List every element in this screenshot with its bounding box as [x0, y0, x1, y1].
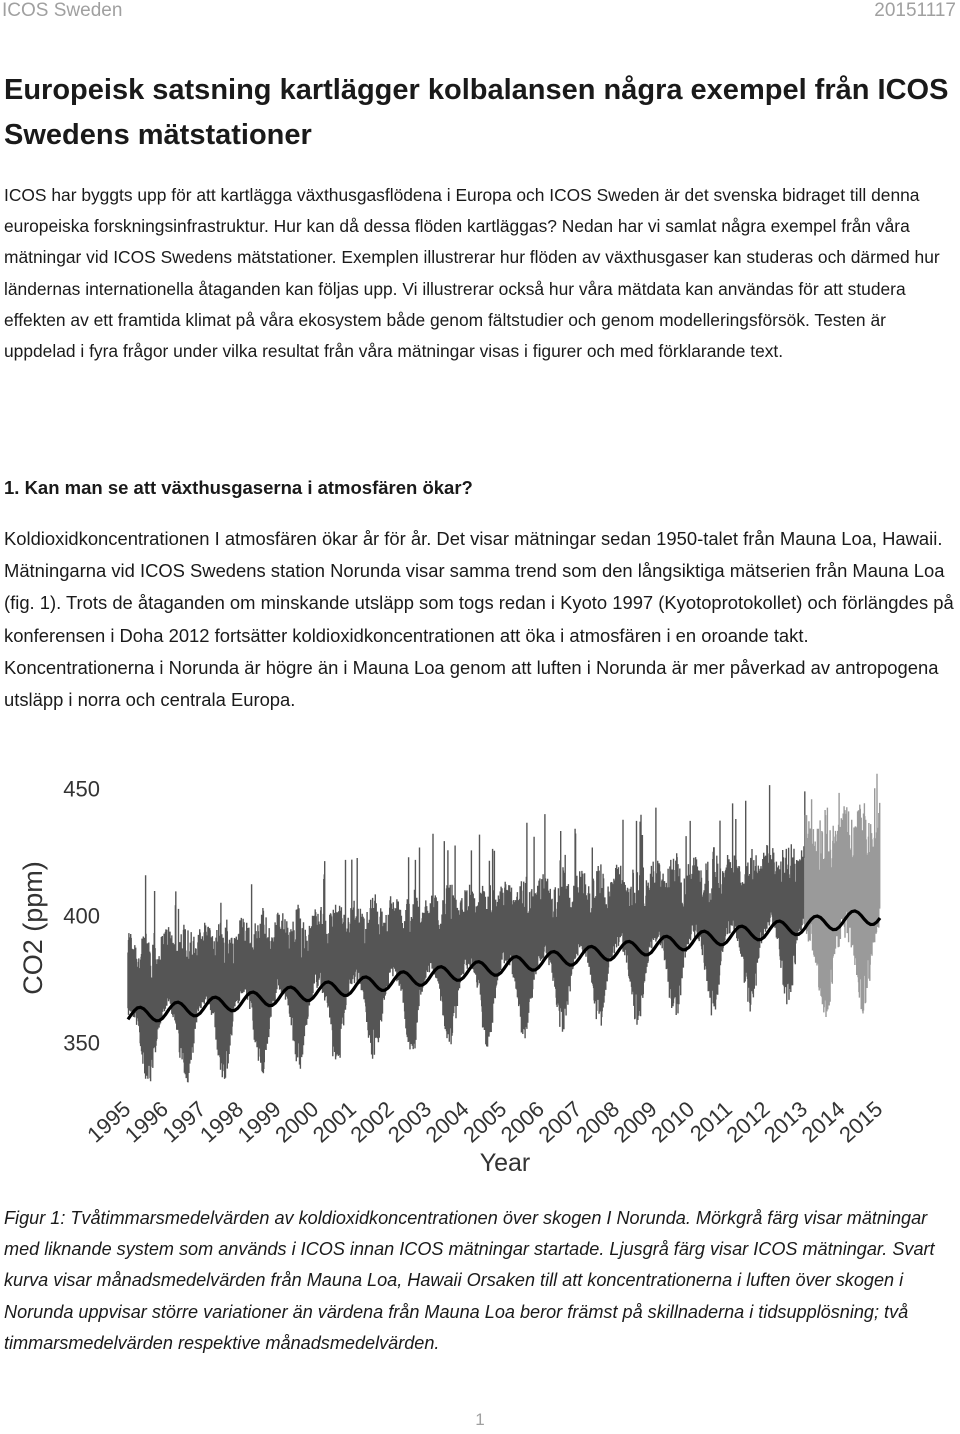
figure-caption: Figur 1: Tvåtimmarsmedelvärden av koldioxidkoncentrationen över skogen I Norunda. Mörkgrå färg visar mätningar med liknande system som används i ICOS innan ICOS mätningar startade. Ljusgrå färg visar ICOS mätningar. Svart kurva visar månadsmedelvärden från Mauna Loa, Hawaii Orsaken till att koncentrationerna i luften över skogen i Norunda uppvisar större variationer än värdena från Mauna Loa beror främst på skillnaderna i tidsupplösning; två timmarsmedelvärden respektive månadsmedelvärden. — [4, 1208, 935, 1353]
x-tick-label: 2011 — [685, 1096, 737, 1147]
page-header — [0, 0, 960, 26]
series-bars — [805, 774, 880, 1017]
y-axis-label: CO2 (ppm) — [18, 861, 48, 995]
series-layer — [128, 774, 880, 1083]
page-number: 1 — [475, 1410, 485, 1429]
x-tick-label: 2010 — [646, 1096, 700, 1148]
x-ticks — [82, 1096, 887, 1147]
x-tick-label: 2000 — [270, 1096, 324, 1148]
x-tick-label: 2004 — [420, 1096, 474, 1148]
section-heading: 1. Kan man se att växthusgaserna i atmosfären ökar? — [4, 477, 473, 498]
page-title: Europeisk satsning kartlägger kolbalansen några exempel från ICOS Swedens mätstationer — [4, 74, 949, 151]
x-tick-label: 1996 — [119, 1096, 173, 1148]
x-tick-label: 2008 — [571, 1096, 625, 1148]
section-paragraph: Koldioxidkoncentrationen I atmosfären ökar år för år. Det visar mätningar sedan 1950-talet från Mauna Loa, Hawaii. Mätningarna vid ICOS Swedens station Norunda visar samma trend som den långsiktiga mätserien från Mauna Loa (fig. 1). Trots de åtaganden om minskande utsläpp som togs redan i Kyoto 1997 (Kyotoprotokollet) och förlängdes på konferensen i Doha 2012 fortsätter koldioxidkoncentrationen att öka i atmosfären i en oroande takt. Koncentrationerna i Norunda är högre än i Mauna Loa genom att luften i Norunda är mer påverkad av antropogena utsläpp i norra och centrala Europa. — [4, 528, 954, 711]
y-tick-label: 400 — [63, 903, 100, 929]
x-tick-label: 1999 — [232, 1096, 286, 1148]
x-axis-label: Year — [479, 1149, 531, 1177]
series-norunda-pre-icos — [128, 785, 805, 1082]
x-tick-label: 2001 — [307, 1096, 361, 1148]
x-tick-label: 2012 — [721, 1096, 775, 1148]
header-date: 20151117 — [874, 0, 956, 21]
x-tick-label: 2009 — [608, 1096, 662, 1148]
x-tick-label: 1997 — [157, 1096, 211, 1148]
series-norunda-icos — [805, 774, 880, 1017]
x-tick-label: 2014 — [796, 1096, 850, 1148]
x-tick-label: 2007 — [533, 1096, 587, 1148]
y-axis-label-group — [18, 861, 48, 995]
x-tick-label: 2003 — [383, 1096, 437, 1148]
y-tick-label: 450 — [63, 776, 100, 802]
x-tick-label: 1998 — [195, 1096, 249, 1148]
x-tick-label: 2013 — [759, 1096, 813, 1148]
y-tick-label: 350 — [63, 1030, 100, 1056]
y-ticks — [63, 777, 100, 1056]
x-tick-label: 2005 — [458, 1096, 512, 1148]
x-tick-label: 2015 — [834, 1096, 888, 1148]
series-bars — [128, 785, 805, 1082]
co2-chart — [0, 728, 960, 1188]
intro-paragraph: ICOS har byggts upp för att kartlägga växthusgasflödena i Europa och ICOS Sweden är det svenska bidraget till denna europeiska forskningsinfrastruktur. Hur kan då dessa flöden kartläggas? Nedan har vi samlat några exempel från våra mätningar vid ICOS Swedens mätstationer. Exemplen illustrerar hur flöden av växthusgaser kan studeras och därmed hur ländernas internationella åtaganden kan följas upp. Vi illustrerar också hur våra mätdata kan användas för att studera effekten av ett framtida klimat på våra ekosystem både genom fältstudier och genom modelleringsförsök. Testen är uppdelad i fyra frågor under vilka resultat från våra mätningar visas i figurer och med förklarande text. — [4, 185, 940, 362]
co2-figure — [0, 728, 960, 1188]
x-tick-label: 2006 — [495, 1096, 549, 1148]
header-org: ICOS Sweden — [2, 0, 123, 21]
x-tick-label: 1995 — [82, 1096, 136, 1148]
x-tick-label: 2002 — [345, 1096, 399, 1148]
